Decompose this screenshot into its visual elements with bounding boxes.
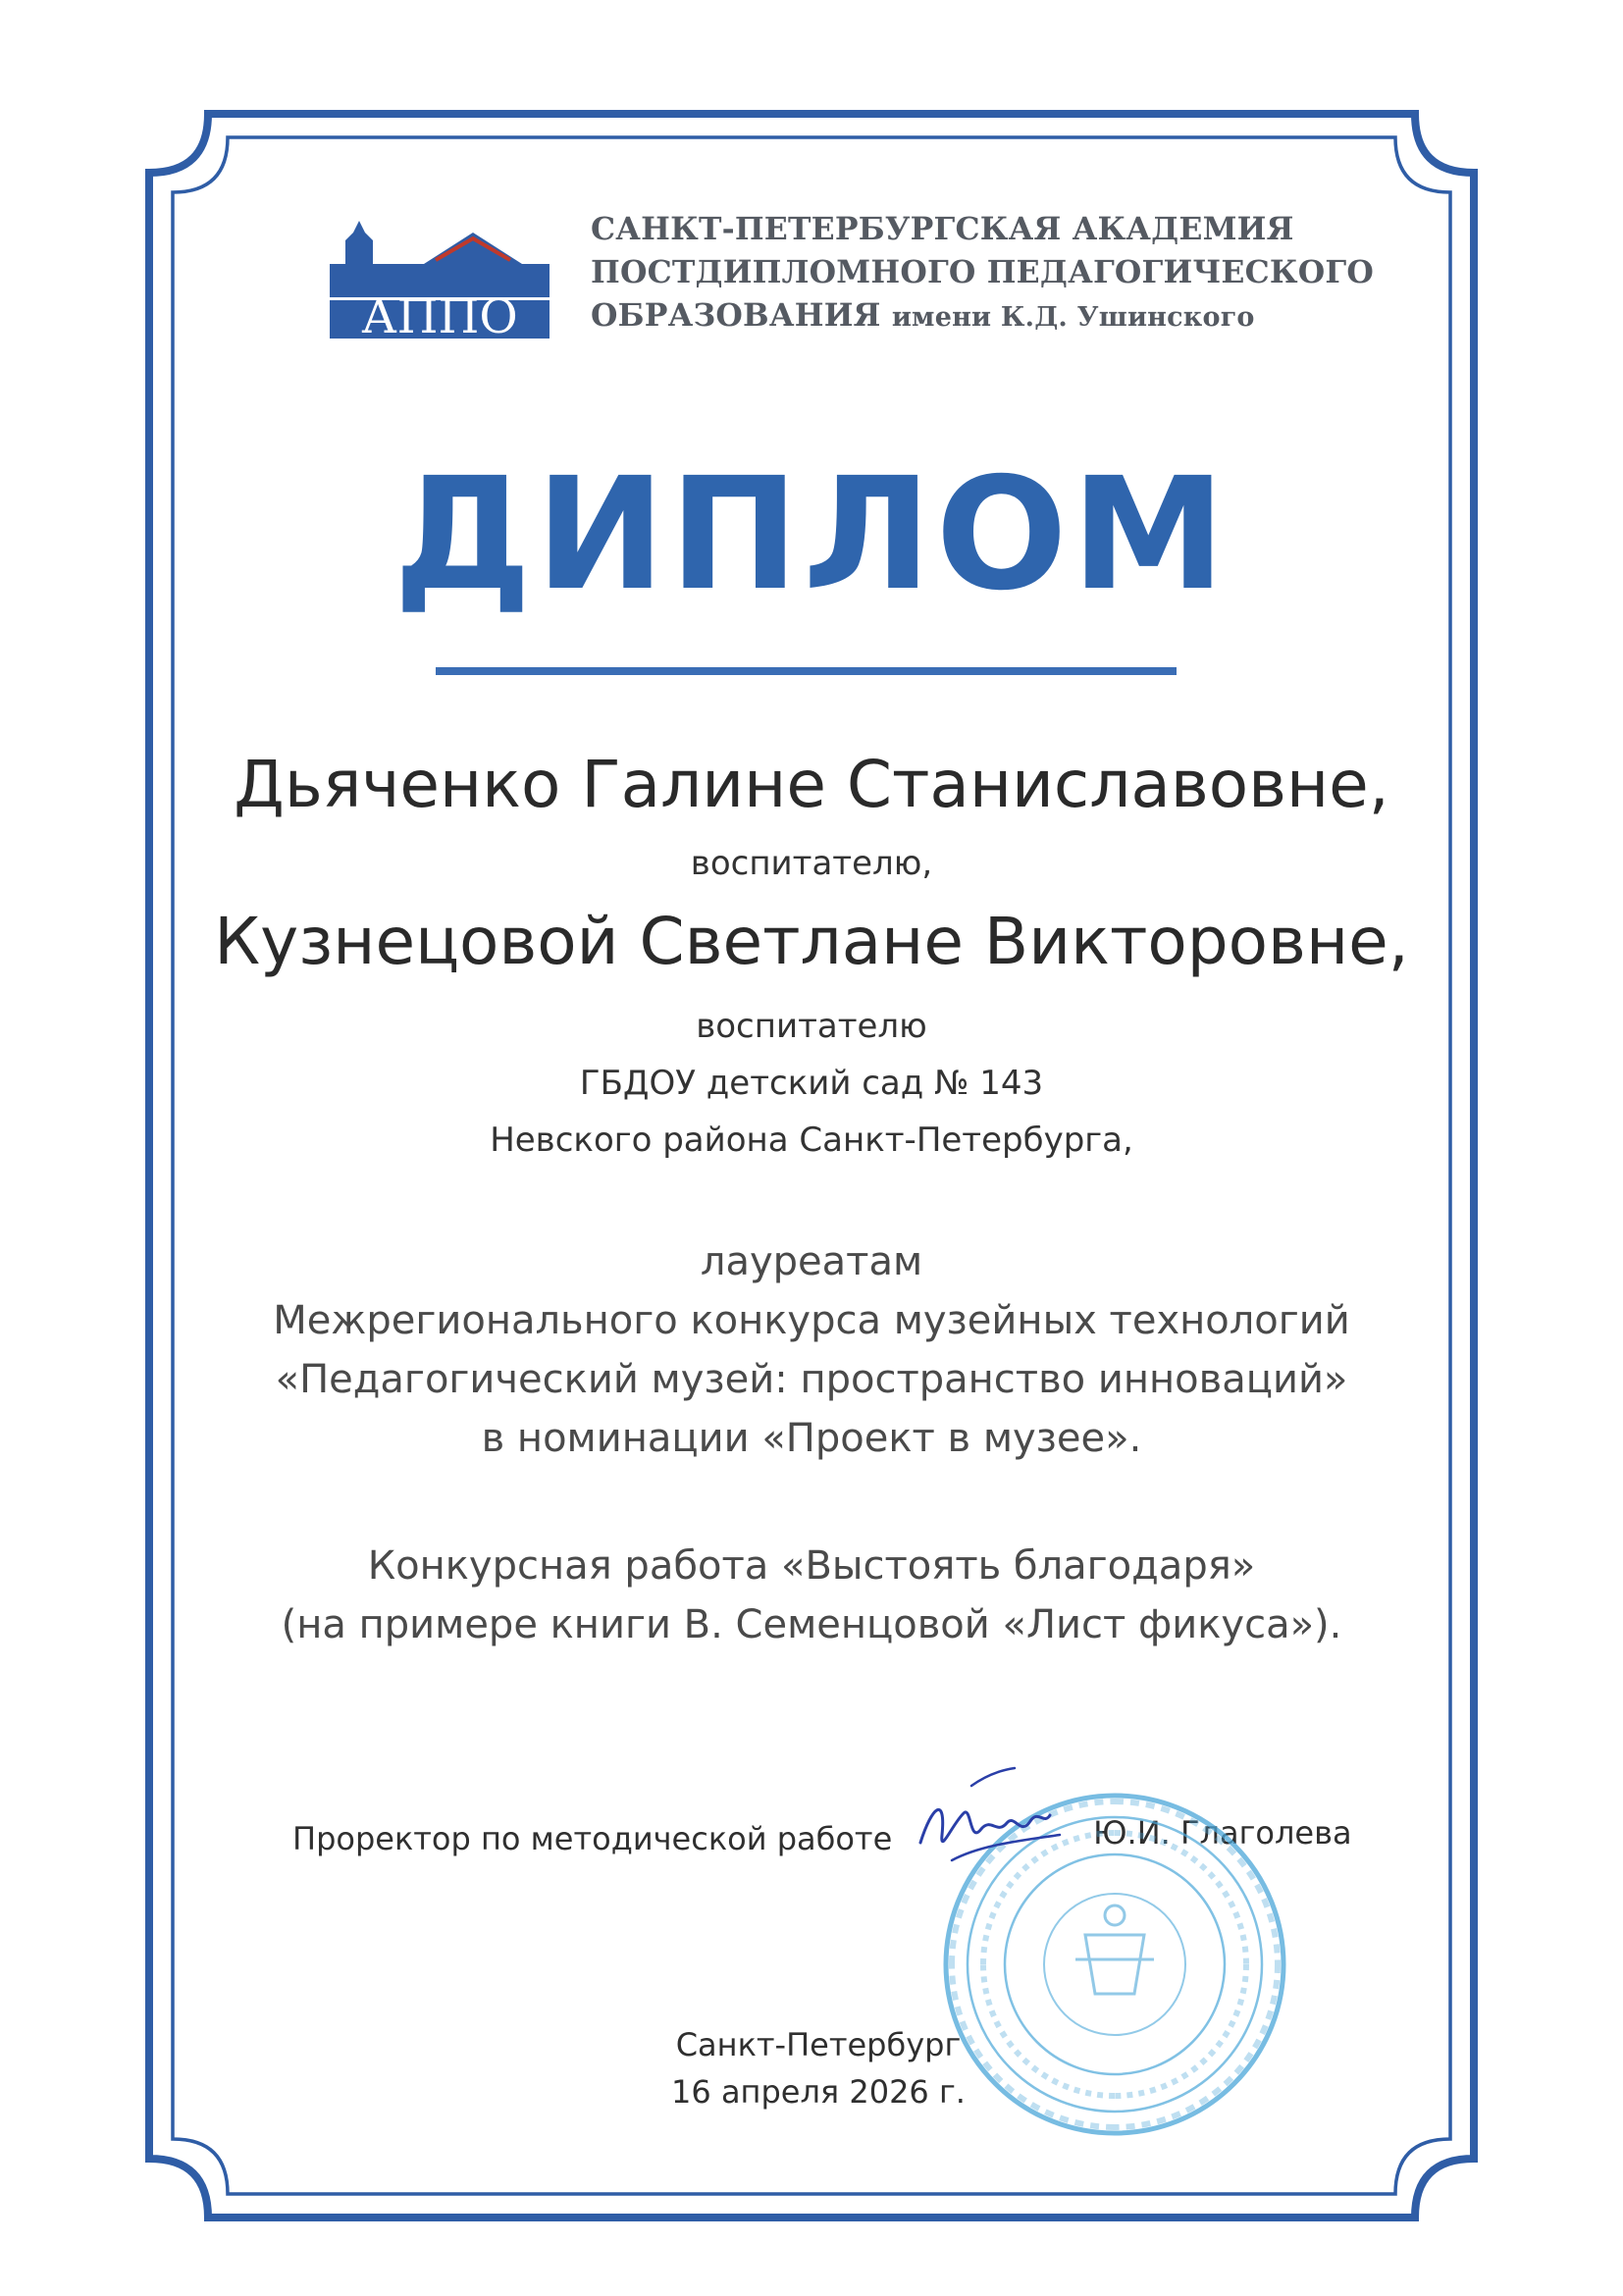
academy-line-2: ПОСТДИПЛОМНОГО ПЕДАГОГИЧЕСКОГО (591, 254, 1374, 290)
logo-text: АППО (361, 289, 518, 340)
recipient-2-name: Кузнецовой Светлане Викторовне, (214, 904, 1409, 979)
award-line-2: Межрегионального конкурса музейных технологий (273, 1298, 1350, 1343)
award-line-4: в номинации «Проект в музее». (481, 1416, 1142, 1461)
title-underline (436, 667, 1177, 675)
footer-city: Санкт-Петербург (675, 2026, 962, 2063)
recipient-1-role: воспитателю, (690, 844, 933, 883)
organization-line-1: ГБДОУ детский сад № 143 (579, 1064, 1044, 1103)
academy-line-3-rest: имени К.Д. Ушинского (891, 302, 1255, 333)
award-line-3: «Педагогический музей: пространство инноваций» (275, 1357, 1348, 1402)
footer-date: 16 апреля 2026 г. (671, 2073, 966, 2111)
handwritten-signature (913, 1766, 1070, 1884)
academy-line-3 (591, 294, 1336, 339)
academy-line-3-main: ОБРАЗОВАНИЯ (591, 297, 881, 334)
academy-line-1: САНКТ-ПЕТЕРБУРГСКАЯ АКАДЕМИЯ (591, 211, 1294, 247)
recipient-2-role: воспитателю (696, 1007, 927, 1046)
work-line-1: Конкурсная работа «Выстоять благодаря» (367, 1543, 1256, 1589)
work-line-2: (на примере книги В. Семенцовой «Лист фикуса»). (281, 1602, 1342, 1647)
signatory-position: Проректор по методической работе (292, 1820, 893, 1857)
recipient-1-name: Дьяченко Галине Станиславовне, (234, 747, 1389, 822)
academy-name (591, 208, 1374, 339)
appo-logo (326, 211, 553, 340)
diploma-title: ДИПЛОМ (393, 444, 1230, 625)
signatory-name: Ю.И. Глаголева (1093, 1814, 1352, 1852)
award-line-1: лауреатам (700, 1239, 923, 1284)
organization-line-2: Невского района Санкт-Петербурга, (490, 1121, 1133, 1160)
